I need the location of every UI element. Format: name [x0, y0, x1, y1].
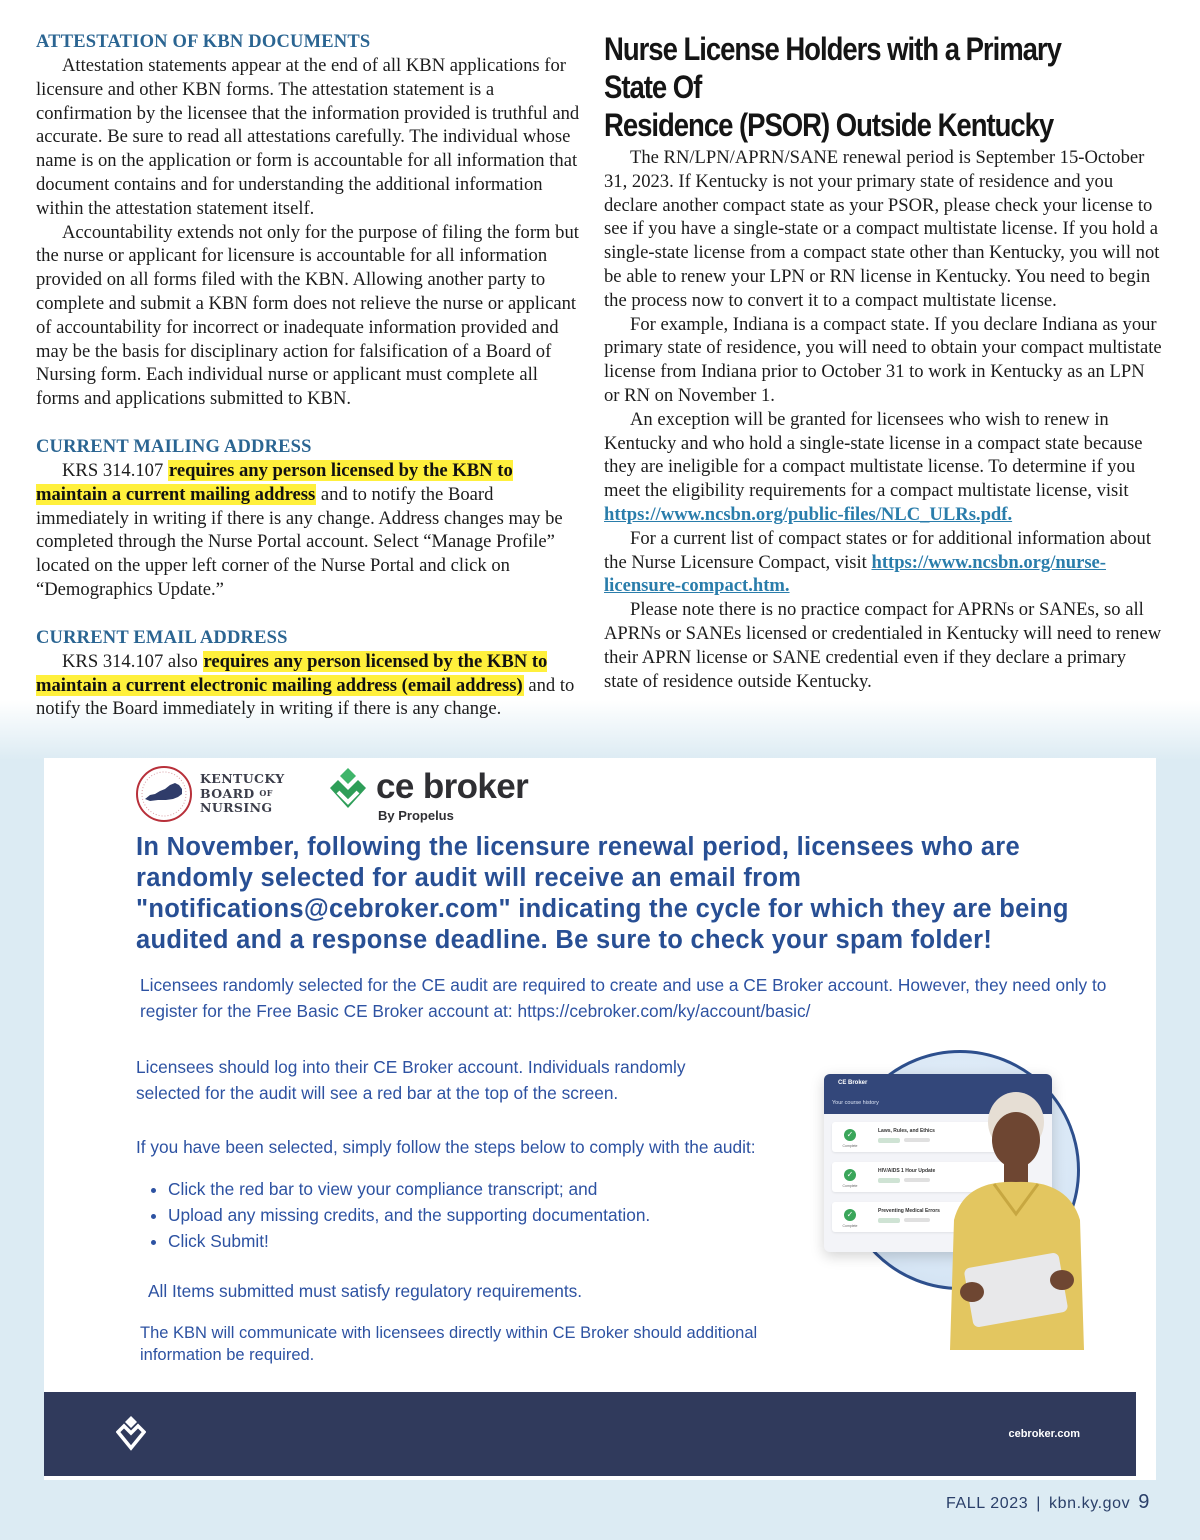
email-rest: and to notify the Board immediately in writing if there is any change. — [36, 674, 575, 720]
mockup-chip — [878, 1218, 900, 1223]
kbn-logo — [136, 764, 286, 828]
cebroker-footer-url: cebroker.com — [1008, 1428, 1080, 1440]
footer-separator: | — [1036, 1495, 1041, 1512]
items-requirement: All Items submitted must satisfy regulatory requirements. — [148, 1281, 583, 1301]
ce-broker-flyer — [44, 758, 1156, 1480]
psor-paragraph-2: For example, Indiana is a compact state. If you declare Indiana as your primary state of residence, you will need to obtain your compact multistate license from Indiana prior to October 31 to work in Kentucky as an LPN or RN on November 1. — [604, 313, 1162, 406]
audit-step: • Click Submit! — [168, 1228, 788, 1254]
site-label: kbn.ky.gov — [1048, 1495, 1131, 1512]
kentucky-shape-icon — [138, 768, 190, 820]
psor-p4-text: For a current list of compact states or for additional information about the Nurse Licensure Compact, visit — [604, 527, 1151, 573]
mockup-status: Complete — [842, 1184, 858, 1188]
mockup-chip — [878, 1138, 900, 1143]
email-lead: KRS 314.107 also — [62, 650, 203, 672]
mailing-address-paragraph — [36, 459, 580, 602]
mockup-status: Complete — [842, 1224, 858, 1228]
ce-broker-diamond-icon — [324, 764, 372, 816]
mockup-subtitle: Your course history — [832, 1100, 879, 1106]
psor-p3-text: An exception will be granted for licensees who wish to renew in Kentucky and who hold a single-state license in a compact state because they are ineligible for a compact multistate license. To determine if you meet the eligibility requirements for a compact multistate license, visit — [604, 408, 1143, 502]
check-icon: ✓ — [844, 1169, 856, 1181]
psor-paragraph-5: Please note there is no practice compact for APRNs or SANEs, so all APRNs or SANEs licensed or credentialed in Kentucky will need to renew their APRN license or SANE credential even if they declare a primary state of residence outside Kentucky. — [604, 599, 1162, 692]
title-line-1: Nurse License Holders with a Primary State Of — [604, 31, 1061, 105]
kentucky-seal-icon — [136, 766, 192, 822]
login-instructions: Licensees should log into their CE Broker account. Individuals randomly selected for the audit will see a red bar at the top of the screen. — [136, 1057, 686, 1103]
nlc-ulrs-link[interactable]: https://www.ncsbn.org/public-files/NLC_ULRs.pdf. — [604, 503, 1013, 525]
mockup-course-label: Preventing Medical Errors — [878, 1208, 940, 1214]
mailing-lead: KRS 314.107 — [62, 459, 168, 481]
ce-broker-logo — [324, 764, 564, 828]
check-icon: ✓ — [844, 1209, 856, 1221]
kbn-of: OF — [259, 788, 273, 798]
kbn-line-1: KENTUCKY — [200, 771, 285, 786]
register-instructions: Licensees randomly selected for the CE audit are required to create and use a CE Broker account. However, they need only to register for the Free Basic CE Broker account at: https://cebroker.com/ky/account/basic/ — [140, 975, 1107, 1021]
mockup-course-label: Laws, Rules, and Ethics — [878, 1128, 935, 1134]
page-footer — [946, 1491, 1150, 1514]
psor-article-title — [604, 30, 1120, 144]
email-highlight: requires any person licensed by the KBN to maintain a current electronic mailing address (email address) — [36, 650, 548, 696]
audit-headline: In November, following the licensure renewal period, licensees who are randomly selected for audit will receive an email from "notifications@cebroker.com" indicating the cycle for which they are being audited and a response deadline. Be sure to check your spam folder! — [136, 833, 1069, 954]
page-number: 9 — [1138, 1491, 1150, 1513]
title-line-2: Residence (PSOR) Outside Kentucky — [604, 107, 1054, 143]
email-address-heading: CURRENT EMAIL ADDRESS — [36, 627, 288, 648]
psor-paragraph-1: The RN/LPN/APRN/SANE renewal period is September 15-October 31, 2023. If Kentucky is not your primary state of residence and you declare another compact state as your PSOR, please check your license to see if you have a single-state or a compact multistate license. If you hold a single-state license from a compact state other than Kentucky, you will not be able to renew your LPN or RN license in Kentucky. You need to begin the process now to convert it to a compact multistate license. — [604, 147, 1160, 311]
mockup-chip — [904, 1218, 930, 1222]
person-with-tablet-illustration — [934, 1080, 1104, 1350]
left-column — [36, 30, 580, 721]
mockup-course-label: HIV/AIDS 1 Hour Update — [878, 1168, 936, 1174]
mockup-status: Complete — [842, 1144, 858, 1148]
kbn-board: BOARD — [200, 786, 255, 801]
ce-broker-diamond-icon — [116, 1414, 146, 1452]
mockup-chip — [904, 1138, 930, 1142]
mockup-chip — [904, 1178, 930, 1182]
right-column — [604, 30, 1164, 693]
kbn-wordmark — [200, 772, 300, 815]
kbn-line-2 — [200, 786, 300, 801]
check-icon: ✓ — [844, 1129, 856, 1141]
mailing-highlight: requires any person licensed by the KBN to maintain a current mailing address — [36, 459, 513, 505]
audit-steps-list — [142, 1176, 788, 1254]
mockup-title: CE Broker — [838, 1080, 868, 1086]
mailing-rest: and to notify the Board immediately in writing if there is any change. Address changes may be completed through the Nurse Portal account. Select “Manage Profile” located on the upper left corner of the Nurse Portal and click on “Demographics Update.” — [36, 483, 563, 600]
ce-broker-wordmark: ce broker — [376, 767, 529, 806]
mockup-chip — [878, 1178, 900, 1183]
selected-instructions: If you have been selected, simply follow the steps below to comply with the audit: — [136, 1137, 756, 1157]
attestation-paragraph-1: Attestation statements appear at the end of all KBN applications for licensure and other KBN forms. The attestation statement is a confirmation by the licensee that the information provided is truthful and accurate. Be sure to read all attestations carefully. The individual whose name is on the application or form is accountable for all information that document contains and for understanding the additional information within the attestation statement itself. — [36, 55, 580, 219]
issue-label: FALL 2023 — [945, 1495, 1029, 1512]
mailing-address-heading: CURRENT MAILING ADDRESS — [36, 436, 312, 457]
kbn-communication-note: The KBN will communicate with licensees directly within CE Broker should additional information be required. — [140, 1324, 758, 1364]
ce-broker-by-propelus: By Propelus — [378, 808, 454, 823]
email-address-paragraph — [36, 650, 580, 721]
audit-step: • Upload any missing credits, and the supporting documentation. — [168, 1202, 788, 1228]
attestation-heading: ATTESTATION OF KBN DOCUMENTS — [36, 32, 371, 52]
audit-step: • Click the red bar to view your compliance transcript; and — [168, 1176, 788, 1202]
kbn-line-3: NURSING — [200, 800, 273, 815]
flyer-footer-bar — [44, 1392, 1136, 1476]
psor-paragraph-3 — [604, 408, 1164, 527]
attestation-paragraph-2: Accountability extends not only for the purpose of filing the form but the nurse or applicant for licensure is accountable for all information provided on all forms filed with the KBN. Allowing another party to complete and submit a KBN form does not relieve the nurse or applicant of accountability for incorrect or inadequate information provided and may be the basis for disciplinary action for falsification of a Board of Nursing form. Each individual nurse or applicant must complete all forms and applications submitted to KBN. — [36, 221, 579, 410]
psor-paragraph-4 — [604, 527, 1164, 598]
nurse-licensure-compact-link[interactable]: https://www.ncsbn.org/nurse-licensure-compact.htm. — [604, 551, 1107, 597]
